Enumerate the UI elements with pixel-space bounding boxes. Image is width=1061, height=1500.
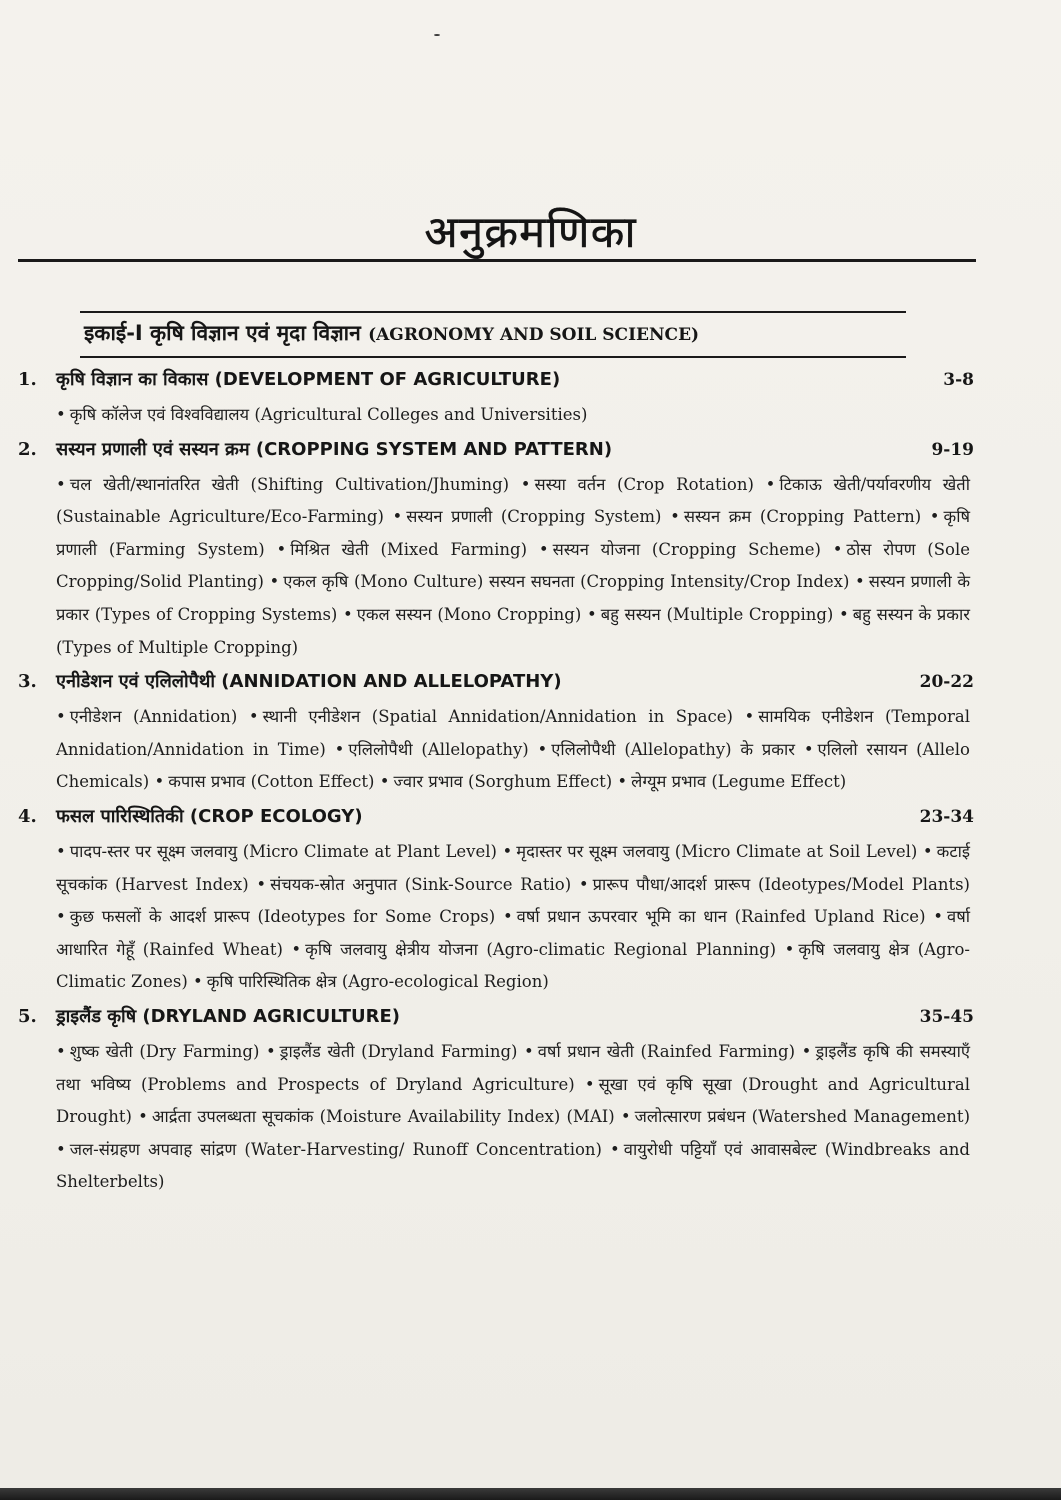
- chapter-topics: [56, 836, 970, 999]
- chapter-topics: [56, 399, 970, 432]
- bullet-icon: •: [670, 507, 680, 527]
- bullet-icon: •: [610, 1139, 620, 1159]
- bullet-icon: •: [578, 874, 589, 894]
- topic-text: सस्या वर्तन (Crop Rotation): [534, 474, 754, 494]
- bullet-icon: •: [392, 507, 403, 527]
- topic-text: बहु सस्यन के प्रकार (Types of Multiple Cropping): [56, 604, 970, 657]
- bullet-icon: •: [801, 1041, 812, 1061]
- bullet-icon: •: [922, 841, 933, 861]
- topic-text: एकल सस्यन (Mono Cropping): [356, 604, 582, 624]
- chapter-entry: [18, 669, 974, 799]
- bullet-icon: •: [524, 1041, 534, 1061]
- topic-item: [56, 475, 509, 494]
- bullet-icon: •: [56, 907, 66, 927]
- topic-text: ड्राइलैंड कृषि की समस्याएँ तथा भविष्य (Problems and Prospects of Dryland Agriculture): [56, 1041, 970, 1094]
- topic-item: [621, 1107, 970, 1126]
- bullet-icon: •: [784, 939, 795, 959]
- chapter-number: 3.: [18, 671, 37, 693]
- bullet-icon: •: [839, 604, 849, 624]
- bullet-icon: •: [855, 572, 865, 592]
- topic-item: [56, 1042, 259, 1061]
- topic-text: ठोस रोपण (Sole Cropping/Solid Planting): [56, 539, 970, 592]
- bullet-icon: •: [56, 474, 66, 494]
- topic-item: [270, 572, 850, 591]
- topic-text: आर्द्रता उपलब्धता सूचकांक (Moisture Availability Index) (MAI): [151, 1107, 615, 1127]
- topic-text: चल खेती/स्थानांतरित खेती (Shifting Cultivation/Jhuming): [69, 474, 510, 494]
- bullet-icon: •: [538, 539, 549, 559]
- chapter-page-range: 3-8: [943, 370, 974, 390]
- bullet-icon: •: [929, 507, 940, 527]
- topic-text: बहु सस्यन (Multiple Cropping): [600, 604, 834, 624]
- topic-item: [579, 875, 970, 894]
- chapter-entry: [18, 1004, 974, 1199]
- chapter-page-range: 20-22: [919, 672, 974, 693]
- topic-item: [393, 507, 662, 526]
- topic-item: [249, 707, 733, 726]
- topic-text: पादप-स्तर पर सूक्ष्म जलवायु (Micro Climate at Plant Level): [69, 841, 497, 861]
- chapter-entry: [18, 804, 974, 999]
- bullet-icon: •: [537, 739, 548, 759]
- topic-text: लेग्यूम प्रभाव (Legume Effect): [631, 772, 847, 792]
- chapter-number: 4.: [18, 805, 37, 827]
- topic-item: [56, 842, 497, 861]
- topic-text: कृषि जलवायु क्षेत्र (Agro-Climatic Zones): [56, 939, 971, 992]
- bullet-icon: •: [520, 474, 531, 494]
- topic-text: शुष्क खेती (Dry Farming): [69, 1041, 260, 1061]
- topic-text: एलिलोपैथी (Allelopathy): [348, 739, 529, 759]
- bullet-icon: •: [56, 1139, 66, 1159]
- topic-text: मिश्रित खेती (Mixed Farming): [290, 539, 528, 559]
- chapter-topics: [56, 1036, 970, 1199]
- topic-text: सस्यन योजना (Cropping Scheme): [552, 539, 821, 559]
- topic-text: वर्षा प्रधान खेती (Rainfed Farming): [537, 1041, 796, 1061]
- unit-rule-bottom: [80, 356, 906, 358]
- bullet-icon: •: [584, 1074, 595, 1094]
- unit-label-hindi: इकाई-I कृषि विज्ञान एवं मृदा विज्ञान: [84, 321, 361, 345]
- topic-text: वर्षा प्रधान ऊपरवार भूमि का धान (Rainfed Upland Rice): [516, 907, 926, 927]
- bullet-icon: •: [193, 972, 203, 992]
- bullet-icon: •: [744, 707, 755, 727]
- chapter-heading: [18, 437, 974, 469]
- bullet-icon: •: [765, 474, 776, 494]
- unit-heading: [84, 319, 906, 347]
- topic-item: [335, 740, 529, 759]
- chapter-page-range: 9-19: [931, 439, 974, 460]
- topic-text: स्थानी एनीडेशन (Spatial Annidation/Annidation in Space): [262, 707, 733, 727]
- chapter-topics: [56, 469, 970, 665]
- chapter-title: एनीडेशन एवं एलिलोपैथी (ANNIDATION AND ALLELOPATHY): [56, 671, 562, 693]
- topic-item: [587, 605, 833, 624]
- topic-item: [154, 772, 374, 791]
- topic-text: जल-संग्रहण अपवाह सांद्रण (Water-Harvesting/ Runoff Concentration): [69, 1139, 602, 1159]
- chapter-page-range: 23-34: [919, 806, 974, 827]
- bullet-icon: •: [379, 772, 390, 792]
- topic-text: कृषि प्रणाली (Farming System): [56, 507, 970, 559]
- topic-text: सामयिक एनीडेशन (Temporal Annidation/Annidation in Time): [56, 707, 971, 759]
- bullet-icon: •: [138, 1107, 148, 1127]
- topic-item: [380, 772, 612, 791]
- topic-item: [521, 475, 754, 494]
- bullet-icon: •: [502, 841, 513, 861]
- topic-item: [56, 907, 495, 926]
- topic-text: ड्राइलैंड खेती (Dryland Farming): [279, 1041, 518, 1061]
- topic-item: [503, 907, 926, 926]
- topic-text: सस्यन प्रणाली के प्रकार (Types of Cropping Systems): [56, 572, 971, 624]
- chapter-title: कृषि विज्ञान का विकास (DEVELOPMENT OF AGRICULTURE): [56, 369, 561, 390]
- chapter-number: 5.: [18, 1005, 37, 1027]
- chapter-heading: [18, 1004, 974, 1036]
- chapter-number: 2.: [18, 438, 37, 460]
- topic-item: [266, 1042, 518, 1061]
- topic-text: एलिलो रसायन (Allelo Chemicals): [56, 739, 970, 792]
- topic-item: [256, 875, 571, 894]
- bullet-icon: •: [276, 539, 287, 559]
- bullet-icon: •: [803, 739, 814, 759]
- topic-item: [56, 405, 587, 424]
- bullet-icon: •: [502, 907, 513, 927]
- chapter-heading: [18, 367, 974, 399]
- topic-item: [343, 605, 581, 624]
- topic-text: सस्यन क्रम (Cropping Pattern): [683, 507, 922, 527]
- bullet-icon: •: [269, 572, 280, 592]
- topic-text: एकल कृषि (Mono Culture) सस्यन सघनता (Cropping Intensity/Crop Index): [283, 572, 850, 592]
- title-block: [0, 200, 1061, 260]
- topic-text: ज्वार प्रभाव (Sorghum Effect): [393, 772, 613, 792]
- bullet-icon: •: [832, 539, 843, 559]
- topic-text: कपास प्रभाव (Cotton Effect): [168, 772, 375, 792]
- topic-item: [56, 707, 237, 726]
- bullet-icon: •: [343, 604, 353, 624]
- bullet-icon: •: [620, 1107, 631, 1127]
- chapter-topics: [56, 701, 970, 799]
- topic-item: [193, 972, 549, 991]
- bullet-icon: •: [617, 772, 628, 792]
- chapter-page-range: 35-45: [919, 1006, 974, 1027]
- ink-speck: [434, 34, 440, 36]
- page-bottom-edge: [0, 1488, 1061, 1500]
- bullet-icon: •: [56, 707, 66, 727]
- topic-text: मृदास्तर पर सूक्ष्म जलवायु (Micro Climate at Soil Level): [516, 841, 918, 861]
- bullet-icon: •: [56, 1041, 66, 1061]
- chapter-heading: [18, 804, 974, 836]
- topic-text: प्रारूप पौधा/आदर्श प्रारूप (Ideotypes/Model Plants): [592, 874, 970, 894]
- topic-text: कुछ फसलों के आदर्श प्रारूप (Ideotypes for Some Crops): [69, 907, 496, 927]
- topic-text: एनीडेशन (Annidation): [69, 707, 238, 727]
- title-underline: [18, 259, 976, 262]
- chapter-title: सस्यन प्रणाली एवं सस्यन क्रम (CROPPING SYSTEM AND PATTERN): [56, 438, 613, 460]
- chapter-entry: [18, 437, 974, 665]
- chapter-title: फसल पारिस्थितिकी (CROP ECOLOGY): [56, 805, 363, 827]
- bullet-icon: •: [586, 604, 597, 624]
- unit-label-english: (AGRONOMY AND SOIL SCIENCE): [368, 325, 700, 345]
- bullet-icon: •: [56, 405, 66, 424]
- chapter-heading: [18, 669, 974, 701]
- bullet-icon: •: [334, 739, 345, 759]
- topic-item: [538, 740, 795, 759]
- topic-text: कृषि जलवायु क्षेत्रीय योजना (Agro-climatic Regional Planning): [305, 939, 777, 959]
- chapter-number: 1.: [18, 369, 37, 390]
- topic-text: सस्यन प्रणाली (Cropping System): [406, 507, 662, 527]
- topic-text: जलोत्सारण प्रबंधन (Watershed Management): [634, 1107, 971, 1127]
- topic-text: वायुरोधी पट्टियाँ एवं आवासबेल्ट (Windbreaks and Shelterbelts): [56, 1139, 970, 1192]
- bullet-icon: •: [56, 841, 66, 861]
- page-title: अनुक्रमणिका: [424, 207, 637, 258]
- topic-item: [670, 507, 921, 526]
- topic-text: वर्षा आधारित गेहूँ (Rainfed Wheat): [56, 907, 971, 959]
- topic-item: [138, 1107, 615, 1126]
- bullet-icon: •: [248, 707, 259, 727]
- topic-item: [291, 940, 776, 959]
- bullet-icon: •: [256, 874, 267, 894]
- chapter-list: [0, 367, 1061, 1204]
- topic-item: [56, 1140, 602, 1159]
- topic-item: [277, 540, 528, 559]
- topic-text: कृषि पारिस्थितिक क्षेत्र (Agro-ecological Region): [206, 972, 549, 992]
- unit-rule-top: [80, 311, 906, 313]
- topic-text: कृषि कॉलेज एवं विश्वविद्यालय (Agricultural Colleges and Universities): [69, 405, 588, 424]
- topic-text: सूखा एवं कृषि सूखा (Drought and Agricultural Drought): [56, 1074, 971, 1127]
- topic-item: [503, 842, 918, 861]
- topic-item: [524, 1042, 795, 1061]
- topic-item: [617, 772, 846, 791]
- bullet-icon: •: [265, 1041, 276, 1061]
- topic-text: संचयक-स्रोत अनुपात (Sink-Source Ratio): [270, 874, 572, 894]
- topic-item: [539, 540, 821, 559]
- topic-text: एलिलोपैथी (Allelopathy) के प्रकार: [551, 739, 795, 759]
- bullet-icon: •: [154, 772, 165, 792]
- bullet-icon: •: [291, 939, 302, 959]
- bullet-icon: •: [933, 907, 944, 927]
- topic-text: टिकाऊ खेती/पर्यावरणीय खेती (Sustainable Agriculture/Eco-Farming): [56, 474, 970, 527]
- chapter-entry: [18, 367, 974, 432]
- topic-text: कटाई सूचकांक (Harvest Index): [56, 841, 971, 894]
- chapter-title: ड्राइलैंड कृषि (DRYLAND AGRICULTURE): [56, 1005, 400, 1027]
